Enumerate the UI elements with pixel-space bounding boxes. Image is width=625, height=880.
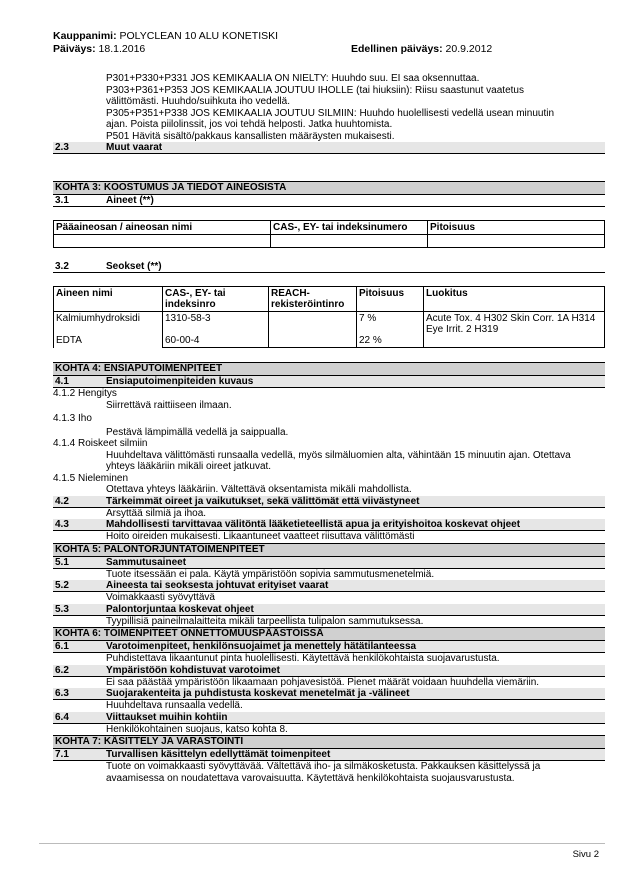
p-statement: P303+P361+P353 JOS KEMIKAALIA JOUTUU IHOLLE (tai hiuksiin): Riisu saastunut vaatetus bbox=[106, 84, 524, 96]
subsection-title: Aineesta tai seoksesta johtuvat erityiset vaarat bbox=[106, 580, 329, 591]
footer-divider bbox=[39, 843, 605, 844]
substance-name: EDTA bbox=[56, 335, 82, 346]
p-statement: P305+P351+P338 JOS KEMIKAALIA JOUTUU SILMIIN: Huuhdo huolellisesti vedellä usean minuutin bbox=[106, 107, 555, 119]
subsection-number: 6.4 bbox=[55, 711, 69, 723]
subsection-4-2 bbox=[53, 496, 605, 508]
subsection-title: Palontorjuntaa koskevat ohjeet bbox=[106, 603, 254, 615]
paragraph-text: avaamisessa on noudatettava varovaisuutta. Käytettävä henkilökohtaista suojausvarustusta. bbox=[106, 772, 515, 784]
subsection-number: 7.1 bbox=[55, 749, 69, 760]
subsection-number: 3.2 bbox=[55, 261, 69, 272]
subsection-3-2 bbox=[53, 261, 605, 273]
paragraph-text: Voimakkaasti syövyttävä bbox=[106, 592, 215, 603]
paragraph-heading: 4.1.3 Iho bbox=[53, 413, 92, 424]
paragraph-text: Ei saa päästää ympäristöön likaamaan pohjavesistöä. Pienet määrät voidaan huuhdella viemäriin. bbox=[106, 676, 540, 688]
table-cell bbox=[428, 235, 605, 248]
date-label: Päiväys: bbox=[53, 43, 96, 55]
subsection-5-1 bbox=[53, 557, 605, 569]
mixtures-table bbox=[53, 286, 605, 348]
table-header: Luokitus bbox=[424, 287, 605, 312]
subsection-number: 2.3 bbox=[55, 142, 69, 153]
paragraph-text: yhteys lääkäriin mikäli oireet jatkuvat. bbox=[106, 461, 272, 472]
subsection-title: Aineet (**) bbox=[106, 195, 154, 206]
subsection-title: Sammutusaineet bbox=[106, 556, 187, 568]
table-row bbox=[54, 312, 605, 348]
table-header: Pitoisuus bbox=[357, 287, 424, 312]
table-cell bbox=[54, 312, 163, 348]
subsection-title: Turvallisen käsittelyn edellyttämät toimenpiteet bbox=[106, 749, 331, 760]
subsection-number: 6.2 bbox=[55, 664, 69, 676]
p-statement: P301+P330+P331 JOS KEMIKAALIA ON NIELTY: Huuhdo suu. EI saa oksennuttaa. bbox=[106, 73, 480, 84]
subsection-5-3 bbox=[53, 604, 605, 616]
table-header: Aineen nimi bbox=[54, 287, 163, 312]
table-cell bbox=[357, 312, 424, 348]
previous-date bbox=[351, 43, 492, 56]
table-header: Pitoisuus bbox=[428, 221, 605, 235]
subsection-number: 3.1 bbox=[55, 195, 69, 206]
subsection-number: 4.3 bbox=[55, 519, 69, 530]
table-header: Pääaineosan / aineosan nimi bbox=[54, 221, 271, 235]
paragraph-text: Puhdistettava likaantunut pinta huolellisesti. Käytettävä henkilökohtaista suojavarustusta. bbox=[106, 653, 500, 664]
date-row bbox=[53, 43, 605, 56]
cas-number: 60-00-4 bbox=[165, 335, 200, 346]
previous-date-label: Edellinen päiväys: bbox=[351, 43, 443, 55]
subsection-6-3 bbox=[53, 688, 605, 700]
table-cell bbox=[269, 312, 357, 348]
concentration: 22 % bbox=[359, 335, 382, 346]
table-cell bbox=[424, 312, 605, 348]
table-cell bbox=[163, 312, 269, 348]
classification: Acute Tox. 4 H302 Skin Corr. 1A H314 bbox=[426, 313, 596, 324]
subsection-title: Muut vaarat bbox=[106, 142, 163, 153]
subsection-number: 6.3 bbox=[55, 688, 69, 699]
paragraph-text: Huuhdeltava välittömästi runsaalla vedellä, myös silmäluomien alta, vähintään 15 minuutin ajan. Otettava bbox=[106, 449, 571, 461]
section-6-heading: KOHTA 6: TOIMENPITEET ONNETTOMUUSPÄÄSTÖISSÄ bbox=[53, 627, 605, 641]
trade-name-label: Kauppanimi: bbox=[53, 30, 117, 42]
table-header: CAS-, EY- tai indeksinumero bbox=[271, 221, 428, 235]
document-header bbox=[53, 30, 605, 56]
section-7-heading: KOHTA 7: KÄSITTELY JA VARASTOINTI bbox=[53, 735, 605, 749]
paragraph-text: Siirrettävä raittiiseen ilmaan. bbox=[106, 399, 232, 411]
table-cell bbox=[271, 235, 428, 248]
section-3-heading: KOHTA 3: KOOSTUMUS JA TIEDOT AINEOSISTA bbox=[53, 181, 605, 195]
section-5-heading: KOHTA 5: PALONTORJUNTATOIMENPITEET bbox=[53, 543, 605, 557]
paragraph-text: Hoito oireiden mukaisesti. Likaantuneet vaatteet riisuttava välittömästi bbox=[106, 531, 415, 542]
subsection-title: Varotoimenpiteet, henkilönsuojaimet ja menettely hätätilanteessa bbox=[106, 641, 417, 652]
trade-name-row bbox=[53, 30, 605, 43]
subsection-number: 6.1 bbox=[55, 641, 69, 652]
subsection-6-2 bbox=[53, 665, 605, 677]
subsection-title: Viittaukset muihin kohtiin bbox=[106, 711, 228, 723]
cas-number: 1310-58-3 bbox=[165, 313, 211, 324]
subsection-6-1 bbox=[53, 641, 605, 653]
subsection-number: 5.2 bbox=[55, 580, 69, 591]
paragraph-heading: 4.1.4 Roiskeet silmiin bbox=[53, 438, 148, 449]
p-statement: välittömästi. Huuhdo/suihkuta iho vedellä. bbox=[106, 96, 290, 107]
p-statement: P501 Hävitä sisältö/pakkaus kansallisten määräysten mukaisesti. bbox=[106, 130, 395, 142]
paragraph-heading: 4.1.5 Nieleminen bbox=[53, 472, 129, 484]
subsection-title: Seokset (**) bbox=[106, 261, 162, 272]
classification: Eye Irrit. 2 H319 bbox=[426, 324, 499, 335]
substances-table bbox=[53, 220, 605, 248]
subsection-number: 5.1 bbox=[55, 556, 69, 568]
date-value: 18.1.2016 bbox=[98, 43, 146, 55]
table-cell bbox=[54, 235, 271, 248]
subsection-4-1 bbox=[53, 376, 605, 388]
subsection-7-1 bbox=[53, 749, 605, 761]
subsection-4-3 bbox=[53, 519, 605, 531]
table-header: REACH-rekisteröintinro bbox=[269, 287, 357, 312]
subsection-number: 4.2 bbox=[55, 495, 69, 507]
substance-name: Kalmiumhydroksidi bbox=[56, 313, 140, 324]
paragraph-text: Huuhdeltava runsaalla vedellä. bbox=[106, 700, 243, 711]
paragraph-text: Henkilökohtainen suojaus, katso kohta 8. bbox=[106, 723, 288, 735]
paragraph-text: Tuote on voimakkaasti syövyttävää. Vältettävä iho- ja silmäkosketusta. Pakkauksen käsittelyssä ja bbox=[106, 761, 541, 772]
page-number: Sivu 2 bbox=[572, 849, 599, 860]
paragraph-text: Tuote itsessään ei pala. Käytä ympäristöön sopivia sammutusmenetelmiä. bbox=[106, 568, 435, 580]
subsection-number: 4.1 bbox=[55, 376, 69, 387]
subsection-6-4 bbox=[53, 712, 605, 724]
previous-date-value: 20.9.2012 bbox=[445, 43, 493, 55]
paragraph-heading: 4.1.2 Hengitys bbox=[53, 388, 117, 399]
table-header: CAS-, EY- tai indeksinro bbox=[163, 287, 269, 312]
subsection-5-2 bbox=[53, 580, 605, 592]
subsection-3-1 bbox=[53, 195, 605, 207]
subsection-title: Ympäristöön kohdistuvat varotoimet bbox=[106, 664, 280, 676]
subsection-title: Ensiaputoimenpiteiden kuvaus bbox=[106, 376, 254, 387]
subsection-title: Tärkeimmät oireet ja vaikutukset, sekä välittömät että viivästyneet bbox=[106, 495, 420, 507]
document-body bbox=[53, 73, 605, 784]
subsection-title: Mahdollisesti tarvittavaa välitöntä lääketieteellistä apua ja erityishoitoa koskevat ohjeet bbox=[106, 519, 521, 530]
p-statement: ajan. Poista piilolinssit, jos voi tehdä helposti. Jatka huuhtomista. bbox=[106, 119, 393, 130]
paragraph-text: Pestävä lämpimällä vedellä ja saippualla. bbox=[106, 426, 289, 438]
paragraph-text: Otettava yhteys lääkäriin. Vältettävä oksentamista mikäli mahdollista. bbox=[106, 484, 412, 495]
subsection-number: 5.3 bbox=[55, 603, 69, 615]
concentration: 7 % bbox=[359, 313, 377, 324]
subsection-title: Suojarakenteita ja puhdistusta koskevat menetelmät ja -välineet bbox=[106, 688, 410, 699]
section-4-heading: KOHTA 4: ENSIAPUTOIMENPITEET bbox=[53, 362, 605, 376]
trade-name-value: POLYCLEAN 10 ALU KONETISKI bbox=[119, 30, 279, 42]
paragraph-text: Tyypillisiä paineilmalaitteita mikäli tarpeellista tulipalon sammutuksessa. bbox=[106, 615, 424, 627]
paragraph-text: Arsyttää silmiä ja ihoa. bbox=[106, 507, 207, 519]
subsection-2-3 bbox=[53, 142, 605, 154]
